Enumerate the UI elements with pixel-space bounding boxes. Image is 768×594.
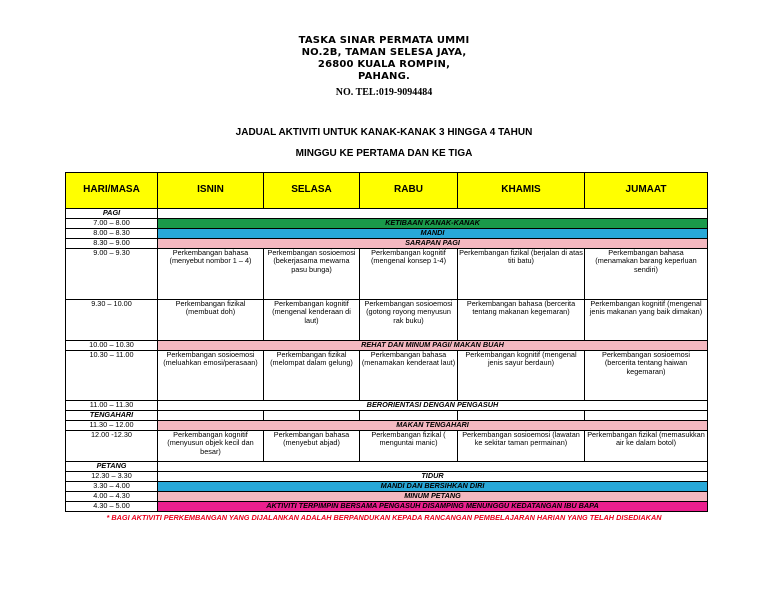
time-cell: 3.30 – 4.00 (66, 482, 158, 492)
activity-cell: Perkembangan fizikal (melompat dalam gelung) (264, 351, 360, 401)
address-line-1: NO.2B, TAMAN SELESA JAYA, (301, 47, 467, 58)
section-row (66, 209, 708, 219)
table-row (66, 401, 708, 411)
time-cell: 10.00 – 10.30 (66, 341, 158, 351)
time-cell: 10.30 – 11.00 (66, 351, 158, 401)
activity-cell: Perkembangan fizikal (memasukkan air ke dalam botol) (585, 431, 708, 462)
table-row (66, 482, 708, 492)
band-makan: MAKAN TENGAHARI (158, 421, 708, 431)
taska-name: TASKA SINAR PERMATA UMMI (298, 35, 470, 46)
activity-cell: Perkembangan fizikal (berjalan di atas titi batu) (458, 249, 585, 300)
address-state: PAHANG. (357, 71, 411, 82)
activity-cell: Perkembangan kognitif (mengenal jenis makanan yang baik dimakan) (585, 300, 708, 341)
activity-cell: Perkembangan bahasa (menyebut abjad) (264, 431, 360, 462)
table-row (66, 351, 708, 401)
time-cell: 11.00 – 11.30 (66, 401, 158, 411)
address-line-2: 26800 KUALA ROMPIN, (317, 59, 451, 70)
phone-number: NO. TEL:019-9094484 (335, 87, 433, 98)
band-mandi-bersih: MANDI DAN BERSIHKAN DIRI (158, 482, 708, 492)
table-row (66, 239, 708, 249)
section-row (66, 411, 708, 421)
time-cell: 8.30 – 9.00 (66, 239, 158, 249)
table-row (66, 472, 708, 482)
section-petang: PETANG (66, 462, 158, 472)
table-row (66, 300, 708, 341)
activity-cell: Perkembangan bahasa (menyebut nombor 1 – 4) (158, 249, 264, 300)
footnote: * BAGI AKTIVITI PERKEMBANGAN YANG DIJALANKAN ADALAH BERPANDUKAN KEPADA RANCANGAN PEMBELAJARAN HARIAN YANG TELAH DISEDIAKAN (106, 513, 662, 522)
col-jumaat: JUMAAT (585, 173, 708, 209)
activity-cell: Perkembangan sosioemosi (bercerita tentang haiwan kegemaran) (585, 351, 708, 401)
band-minum: MINUM PETANG (158, 492, 708, 502)
time-cell: 8.00 – 8.30 (66, 229, 158, 239)
time-cell: 12.00 -12.30 (66, 431, 158, 462)
activity-cell: Perkembangan sosioemosi (meluahkan emosi/perasaan) (158, 351, 264, 401)
band-ketibaan: KETIBAAN KANAK-KANAK (158, 219, 708, 229)
activity-cell: Perkembangan kognitif (menyusun objek kecil dan besar) (158, 431, 264, 462)
taska-header (0, 35, 768, 83)
band-berorientasi: BERORIENTASI DENGAN PENGASUH (158, 401, 708, 411)
activity-cell: Perkembangan sosioemosi (gotong royong menyusun rak buku) (360, 300, 458, 341)
col-hari-masa: HARI/MASA (66, 173, 158, 209)
time-cell: 7.00 – 8.00 (66, 219, 158, 229)
schedule-week: MINGGU KE PERTAMA DAN KE TIGA (295, 148, 473, 159)
table-row (66, 219, 708, 229)
section-tengahari: TENGAHARI (66, 411, 158, 421)
activity-cell: Perkembangan fizikal ( menguntai manic) (360, 431, 458, 462)
table-row (66, 431, 708, 462)
band-sarapan: SARAPAN PAGI (158, 239, 708, 249)
activity-cell: Perkembangan kognitif (mengenal konsep 1-4) (360, 249, 458, 300)
table-row (66, 229, 708, 239)
col-isnin: ISNIN (158, 173, 264, 209)
table-row (66, 421, 708, 431)
col-rabu: RABU (360, 173, 458, 209)
table-row (66, 341, 708, 351)
activity-cell: Perkembangan bahasa (menamakan barang keperluan sendiri) (585, 249, 708, 300)
col-selasa: SELASA (264, 173, 360, 209)
activity-cell: Perkembangan bahasa (menamakan kenderaat laut) (360, 351, 458, 401)
time-cell: 9.30 – 10.00 (66, 300, 158, 341)
time-cell: 12.30 – 3.30 (66, 472, 158, 482)
col-khamis: KHAMIS (458, 173, 585, 209)
section-row (66, 462, 708, 472)
schedule-title: JADUAL AKTIVITI UNTUK KANAK-KANAK 3 HINGGA 4 TAHUN (235, 127, 533, 138)
band-aktiviti: AKTIVITI TERPIMPIN BERSAMA PENGASUH DISAMPING MENUNGGU KEDATANGAN IBU BAPA (158, 502, 708, 512)
band-tidur: TIDUR (158, 472, 708, 482)
activity-cell: Perkembangan kognitif (mengenal kenderaan di laut) (264, 300, 360, 341)
time-cell: 4.00 – 4.30 (66, 492, 158, 502)
band-mandi: MANDI (158, 229, 708, 239)
table-header-row (66, 173, 708, 209)
table-row (66, 502, 708, 512)
activity-cell: Perkembangan sosioemosi (bekerjasama mewarna pasu bunga) (264, 249, 360, 300)
activity-cell: Perkembangan kognitif (mengenal jenis sayur berdaun) (458, 351, 585, 401)
time-cell: 4.30 – 5.00 (66, 502, 158, 512)
section-pagi: PAGI (66, 209, 158, 219)
activity-cell: Perkembangan sosioemosi (lawatan ke sekitar taman permainan) (458, 431, 585, 462)
band-rehat: REHAT DAN MINUM PAGI/ MAKAN BUAH (158, 341, 708, 351)
time-cell: 11.30 – 12.00 (66, 421, 158, 431)
activity-cell: Perkembangan fizikal (membuat doh) (158, 300, 264, 341)
table-row (66, 492, 708, 502)
time-cell: 9.00 – 9.30 (66, 249, 158, 300)
schedule-table (65, 172, 708, 512)
table-row (66, 249, 708, 300)
activity-cell: Perkembangan bahasa (bercerita tentang makanan kegemaran) (458, 300, 585, 341)
